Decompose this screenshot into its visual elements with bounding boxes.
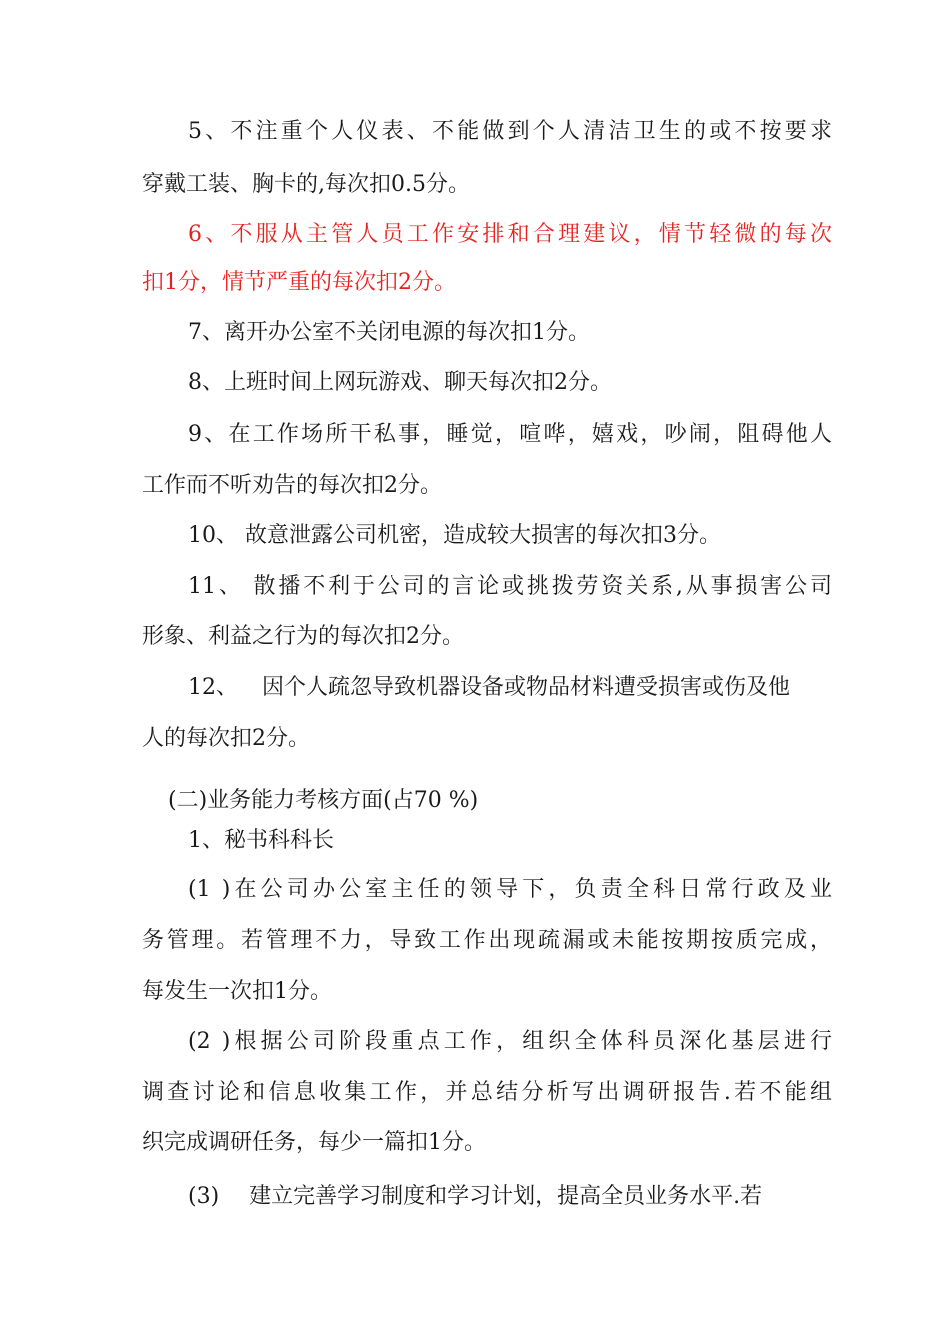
rule-7: 7、离开办公室不关闭电源的每次扣1分。	[188, 320, 590, 345]
rule-10: 10、 故意泄露公司机密，造成较大损害的每次扣3分。	[188, 523, 721, 548]
rule-12-line-1	[188, 671, 832, 705]
rule-9-line-2: 工作而不听劝告的每次扣2分。	[142, 473, 442, 498]
duty-1-line-2: 务管理。若管理不力，导致工作出现疏漏或未能按期按质完成，	[142, 928, 832, 953]
duty-3-line-1	[188, 1180, 832, 1214]
duty-1-line-3: 每发生一次扣1分。	[142, 979, 332, 1004]
rule-9-line-1: 9、在工作场所干私事，睡觉，喧哗，嬉戏，吵闹，阻碍他人	[188, 422, 832, 447]
rule-11-line-1: 11、 散播不利于公司的言论或挑拨劳资关系,从事损害公司	[188, 574, 832, 599]
duty-3-text: 建立完善学习制度和学习计划，提高全员业务水平.若	[249, 1184, 763, 1209]
rule-5-line-2: 穿戴工装、胸卡的,每次扣0.5分。	[142, 172, 470, 197]
duty-1-line-1: (1 )在公司办公室主任的领导下，负责全科日常行政及业	[188, 877, 832, 902]
section-heading-business-ability: (二)业务能力考核方面(占70 %)	[168, 788, 479, 813]
rule-11-line-2: 形象、利益之行为的每次扣2分。	[142, 624, 464, 649]
duty-3-number: (3)	[188, 1184, 220, 1209]
duty-2-line-3: 织完成调研任务，每少一篇扣1分。	[142, 1130, 486, 1155]
rule-6-line-1: 6、不服从主管人员工作安排和合理建议，情节轻微的每次	[188, 222, 832, 247]
rule-6-line-2: 扣1分，情节严重的每次扣2分。	[142, 270, 456, 295]
duty-2-line-1: (2 )根据公司阶段重点工作，组织全体科员深化基层进行	[188, 1029, 832, 1054]
rule-12-line-2: 人的每次扣2分。	[142, 726, 310, 751]
rule-12-text: 因个人疏忽导致机器设备或物品材料遭受损害或伤及他	[262, 675, 791, 700]
rule-12-number: 12、	[188, 675, 238, 700]
rule-5-line-1: 5、不注重个人仪表、不能做到个人清洁卫生的或不按要求	[188, 119, 832, 144]
rule-8: 8、上班时间上网玩游戏、聊天每次扣2分。	[188, 370, 612, 395]
subsection-secretary-chief: 1、秘书科科长	[188, 828, 334, 853]
duty-2-line-2: 调查讨论和信息收集工作，并总结分析写出调研报告.若不能组	[142, 1080, 832, 1105]
